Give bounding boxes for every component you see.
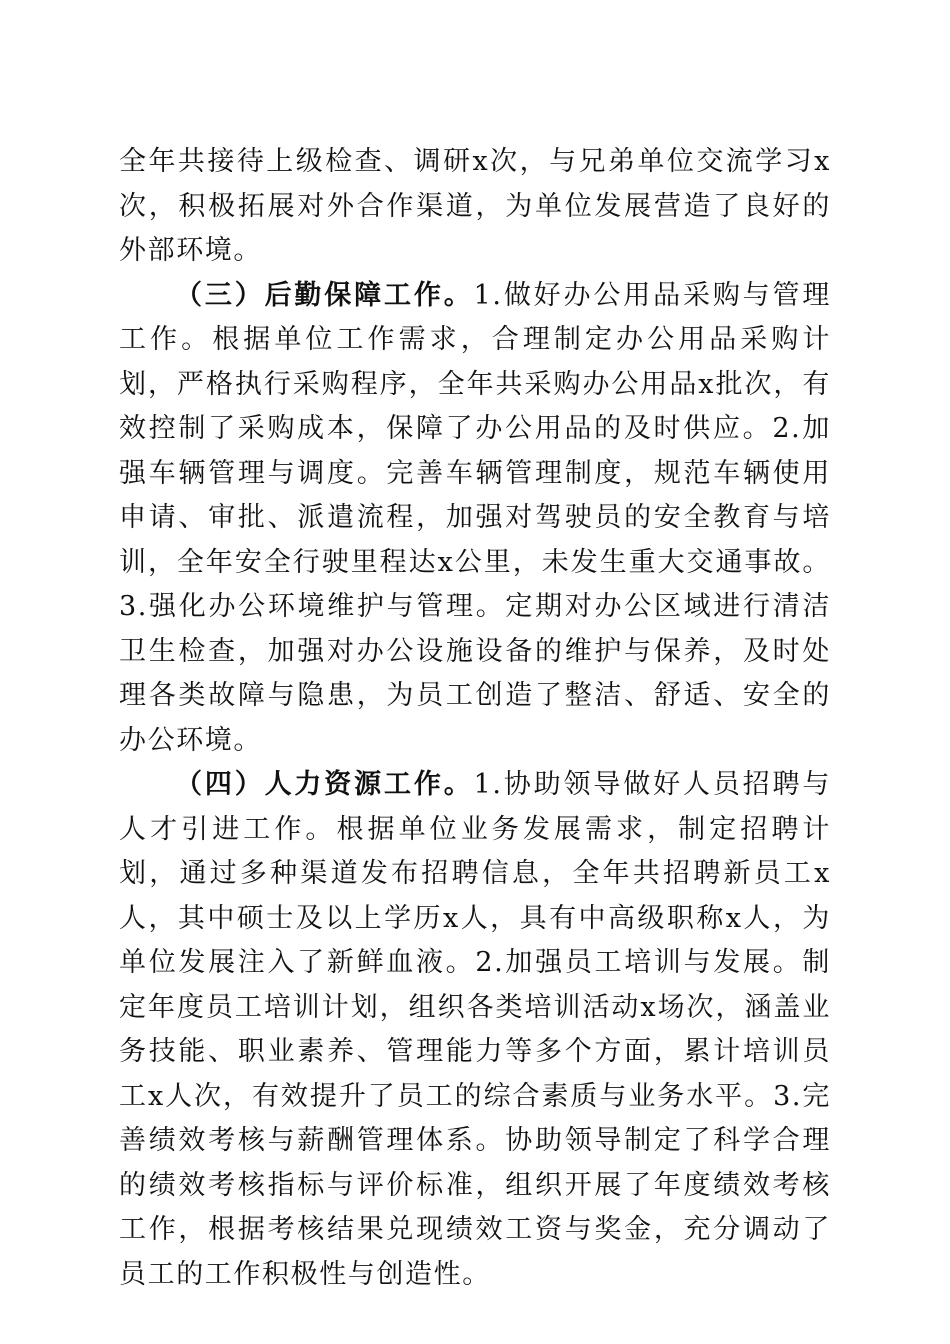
paragraph-continuation — [119, 140, 831, 274]
paragraph-text: 1.做好办公用品采购与管理工作。根据单位工作需求，合理制定办公用品采购计划，严格执行采购程序，全年共采购办公用品x批次，有效控制了采购成本，保障了办公用品的及时供应。2.加强车辆管理与调度。完善车辆管理制度，规范车辆使用申请、审批、派遣流程，加强对驾驶员的安全教育与培训，全年安全行驶里程达x公里，未发生重大交通事故。3.强化办公环境维护与管理。定期对办公区域进行清洁卫生检查，加强对办公设施设备的维护与保养，及时处理各类故障与隐患，为员工创造了整洁、舒适、安全的办公环境。 — [119, 279, 832, 756]
paragraph-text: 全年共接待上级检查、调研x次，与兄弟单位交流学习x次，积极拓展对外合作渠道，为单位发展营造了良好的外部环境。 — [119, 146, 831, 266]
paragraph-human-resources — [119, 763, 831, 1297]
paragraph-text: 1.协助领导做好人员招聘与人才引进工作。根据单位业务发展需求，制定招聘计划，通过多种渠道发布招聘信息，全年共招聘新员工x人，其中硕士及以上学历x人，具有中高级职称x人，为单位发展注入了新鲜血液。2.加强员工培训与发展。制定年度员工培训计划，组织各类培训活动x场次，涵盖业务技能、职业素养、管理能力等多个方面，累计培训员工x人次，有效提升了员工的综合素质与业务水平。3.完善绩效考核与薪酬管理体系。协助领导制定了科学合理的绩效考核指标与评价标准，组织开展了年度绩效考核工作，根据考核结果兑现绩效工资与奖金，充分调动了员工的工作积极性与创造性。 — [119, 769, 832, 1290]
section-heading-human-resources: （四）人力资源工作。 — [175, 769, 474, 800]
section-heading-logistics: （三）后勤保障工作。 — [175, 279, 474, 311]
paragraph-logistics — [119, 274, 831, 764]
document-body — [119, 140, 831, 1297]
